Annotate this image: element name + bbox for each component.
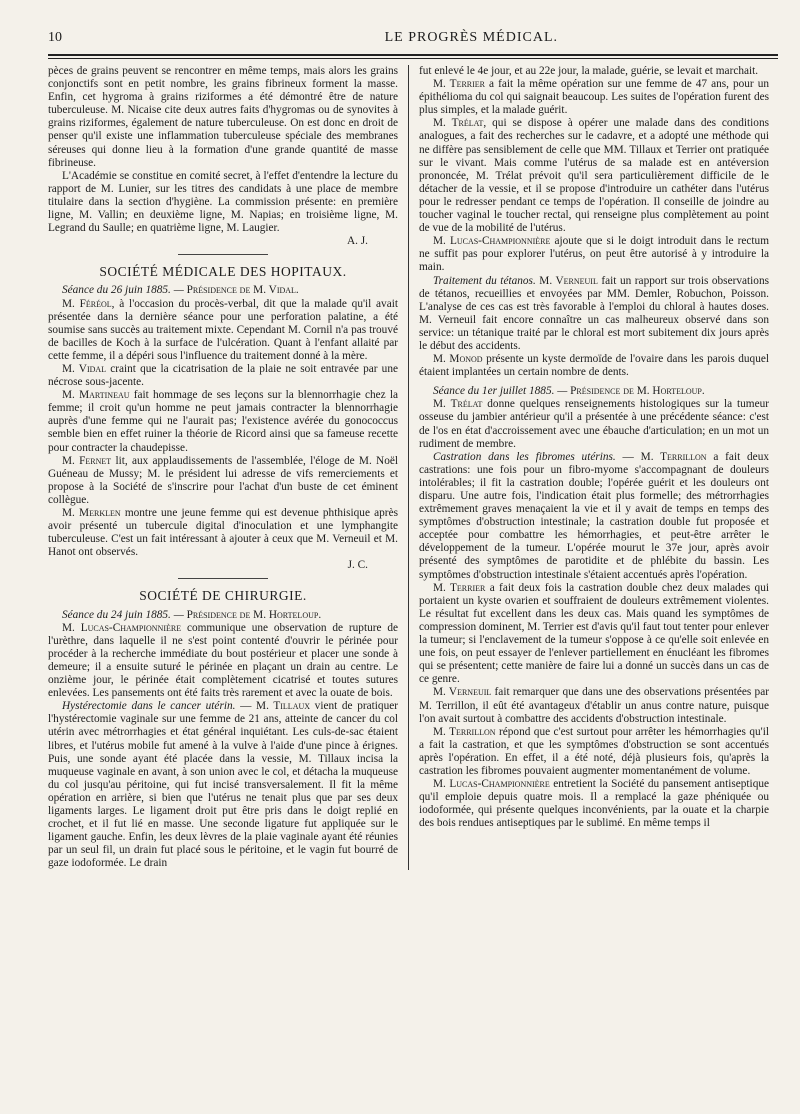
topic-title: Traitement du tétanos. [433, 274, 536, 287]
speaker-name: M. Terrier [433, 78, 486, 91]
paragraph [419, 726, 769, 778]
speaker-name: M. Merklen [62, 507, 121, 519]
seance-date: Séance du 24 juin 1885. — [62, 608, 184, 621]
speaker-name: M. Verneuil [433, 686, 492, 699]
speaker-name: M. Lucas-Championnière [62, 621, 182, 634]
paragraph-text: ajoute que si le doigt introduit dans le rectum ne suffit pas pour explorer l'utérus, on peut être autorisé à y introduire la main. [419, 235, 769, 274]
seance-line [48, 609, 398, 622]
speaker-name: M. Vidal [62, 362, 107, 375]
speaker-name: M. Trélat, [433, 117, 487, 130]
two-column-body [48, 65, 778, 870]
speaker-name: M. Lucas-Championnière [433, 235, 551, 248]
paragraph [419, 778, 769, 830]
paragraph [48, 507, 398, 559]
seance-line [419, 385, 769, 398]
speaker-name: M. Fernet [62, 454, 112, 467]
signature: A. J. [346, 235, 368, 248]
paragraph [48, 622, 398, 701]
paragraph: pèces de grains peuvent se rencontrer en même temps, mais alors les grains conjonctifs sont en petit nombre, les grains fibrineux forment la masse. Enfin, cet hygroma à grains riziformes a été démontré être de nature tuberculeuse. M. Nicaise cite deux autres faits d'hygromas ou de synovites à grains riziformes, également de nature tuberculeuse. On est donc en droit de penser qu'il existe une inflammation tuberculeuse spéciale des membranes séreuses qui donne lieu à la formation d'une grande quantité de masse fibrineuse. [48, 65, 398, 169]
speaker-name: M. Terrillon [433, 725, 496, 738]
paragraph [419, 582, 769, 687]
paragraph-text: a fait deux fois la castration double chez deux malades qui portaient un kyste ovarien et souffraient de douleurs extrêmement violentes. Le résultat fut excellent dans les deux cas. Mais quand les symptômes de compression dominent, M. Terrier est d'avis qu'il faut tout tenter pour enlever la tumeur; si l'enclavement de la tumeur s'oppose à ce qu'elle soit enlevée en une fois, on peut essayer de l'enlever partiellement en énucléant les fibromes qui se présentent; cette manière de faire lui a donné un succès dans un cas de ce genre. [419, 581, 769, 686]
speaker-name: M. Martineau [62, 389, 130, 402]
header-rule [48, 54, 778, 56]
speaker-name: M. Féréol, [62, 297, 115, 310]
topic-title: Castration dans les fibromes utérins. [433, 450, 616, 463]
paragraph [419, 451, 769, 582]
paragraph [419, 117, 769, 235]
paragraph: fut enlevé le 4e jour, et au 22e jour, la malade, guérie, se levait et marchait. [419, 65, 759, 77]
left-column [48, 65, 398, 870]
paragraph-text: communique une observation de rupture de l'urèthre, dans laquelle il ne s'est point contenté d'ouvrir le périnée pour procéder à la recherche immédiate du bout postérieur et placer une sonde à demeure; il a ensuite suturé le périnée en plaçant un drain au centre. Le onzième jour, le périnée était complètement cicatrisé et toutes sutures enlevées. Les pansements ont été faits très rarement et avec la ouate de bois. [48, 621, 398, 700]
speaker-name: — M. Tillaux [235, 700, 311, 713]
seance-date: Séance du 26 juin 1885. — [62, 284, 184, 297]
speaker-name: M. Lucas-Championnière [433, 778, 550, 791]
paragraph-text: lit, aux applaudissements de l'assemblée, l'éloge de M. Noël Guéneau de Mussy; M. le président lui adresse de vifs remerciements et propose à la Société de s'inscrire pour l'achat d'un buste de cet éminent collègue. [48, 454, 398, 506]
paragraph-text: qui se dispose à opérer une malade dans des conditions analogues, a fait des recherches sur le cadavre, et a adopté une méthode qui ne diffère pas sensiblement de celle que MM. Tillaux et Terrier ont pratiquée sur le vivant. Mais comme l'utérus de sa malade est en antéversion prononcée, M. Trélat prévoit qu'il sera particulièrement difficile de le détacher de la vessie, et il se propose d'introduire un cathéter dans l'utérus pour le redresser pendant ce temps de l'opération. Il conseille de joindre au toucher vaginal le toucher rectal, qui renseigne plus complètement au point de vue de la mobilité de l'utérus. [419, 117, 769, 235]
paragraph-text: a fait la même opération sur une femme de 47 ans, pour un épithélioma du col qui saignait beaucoup. Les suites de l'opération furent des plus simples, et la malade guérit. [419, 78, 769, 117]
paragraph-text: a fait deux castrations: une fois pour un fibro-myome s'accompagnant de douleurs intolérables; il fit la castration double; l'opérée guérit et les douleurs ont disparu. Une autre fois, l'indication était plus formelle; des métrorrhagies extrêmement graves menaçaient la vie et il y avait de temps en temps des symptômes d'obstruction intestinale; la castration double fut proposée et acceptée pour combattre les hémorrhagies, et peut-être arrêter le développement de la tumeur. L'opérée mourut le 37e jour, après avoir présenté des symptômes de parotidite et de phlébite du bassin. Les symptômes d'obstruction intestinale s'étaient accentués après l'opération. [419, 450, 769, 581]
speaker-name: M. Verneuil [535, 274, 598, 287]
speaker-name: M. Terrier [433, 581, 486, 594]
seance-date: Séance du 1er juillet 1885. — [433, 385, 568, 398]
signature: J. C. [347, 559, 368, 572]
paragraph [48, 700, 398, 870]
seance-presidence: Présidence de M. Horteloup. [570, 385, 705, 398]
speaker-name: M. Trélat [433, 398, 483, 411]
paragraph-text: répond que c'est surtout pour arrêter les hémorrhagies qu'il a fait la castration, et que les symptômes d'obstruction se sont accentués après l'opération. En effet, il a été noté, déjà plusieurs fois, qu'après la castration les fibromes pouvaient augmenter momentanément de volume. [419, 725, 769, 777]
paragraph [419, 275, 769, 354]
speaker-name: — M. Terrillon [615, 450, 707, 463]
paragraph [48, 363, 398, 389]
paragraph-text: fait remarquer que dans une des observations présentées par M. Terrillon, il eût été avantageux d'établir un anus contre nature, puisque l'on avait surtout à combattre des accidents d'obstruction intestinale. [419, 686, 769, 725]
page-number: 10 [48, 30, 62, 45]
paragraph-text: à l'occasion du procès-verbal, dit que la malade qu'il avait présentée dans la dernière séance pour une perforation palatine, a été soumise sans succès au traitement mixte. Cependant M. Cornil n'a pas trouvé de bacilles de Koch à la surface de l'ulcération. Quant à l'enfant allaité par cette femme, il a dépéri sous l'influence du traitement donné à la mère. [48, 297, 398, 362]
paragraph-text: fait un rapport sur trois observations de tétanos, recueillies et envoyées par MM. Demler, Robuchon, Poisson. L'analyse de ces cas est très favorable à l'emploi du chloral à hautes doses. M. Verneuil fait encore connaître un cas malheureux observé dans son service: un tétanique traité par le chloral est mort subitement dix jours après le début des accidents. [419, 274, 769, 352]
paragraph: L'Académie se constitue en comité secret, à l'effet d'entendre la lecture du rapport de M. Lunier, sur les titres des candidats à une place de membre titulaire dans la section d'hygiène. La commission présente: en première ligne, M. Vallin; en deuxième ligne, M. Napias; en troisième ligne, M. Legrand du Saulle; en quatrième ligne, M. Laugier. [48, 169, 398, 235]
separator [178, 254, 268, 255]
paragraph-text: donne quelques renseignements histologiques sur la tumeur osseuse du jambier antérieur qu'il a présentée à une précédente séance: c'est de l'os en état d'accroissement avec une ébauche d'articulation; en un mot un rudiment de membre. [419, 398, 770, 450]
paragraph-text: montre une jeune femme qui est devenue phthisique après avoir présenté un tubercule digital d'inoculation et une lymphangite tuberculeuse. C'est un fait intéressant à ajouter à ceux que M. Verneuil et M. Hanot ont observés. [48, 507, 398, 559]
paragraph [48, 298, 398, 363]
paragraph [419, 686, 769, 725]
separator [178, 578, 268, 579]
topic-title: Hystérectomie dans le cancer utérin. [62, 700, 236, 713]
page-header [48, 30, 778, 52]
paragraph-text: vient de pratiquer l'hystérectomie vaginale sur une femme de 21 ans, atteinte de cancer du col utérin avec métrorrhagies et état général inquiétant. Les culs-de-sac étaient libres, et l'utérus mobile fut amené à la vulve à l'aide d'une pince à érignes. Puis, une sonde ayant été placée dans la vessie, M. Tillaux incisa la muqueuse vaginale en avant, à son union avec le col, et détacha la muqueuse du col jusqu'au péritoine, qui fut incisé transversalement. Il fit la même opération en arrière, si bien que l'utérus ne tenait plus que par ses deux ligaments larges. Le ligament droit put être pris dans le doigt replié en crochet, et il fut lié en masse. Une seconde ligature fut appliquée sur le ligament gauche. Enfin, les deux lèvres de la plaie vaginale ayant été réunies par un seul fil, un drain fut placé sous le péritoine, et le vagin fut bourré de gaze iodoformée. Le drain [48, 700, 398, 870]
paragraph [419, 398, 769, 450]
paragraph [419, 353, 769, 379]
paragraph-text: entretient la Société du pansement antiseptique qu'il emploie depuis quatre mois. Il a remplacé la gaze phéniquée ou iodoformée, qui présente quelques inconvénients, par la ouate et la charpie des bois rendues antiseptiques par le sublimé. En même temps il [419, 778, 769, 830]
seance-presidence: Présidence de M. Horteloup. [186, 608, 322, 621]
seance-line [48, 284, 398, 297]
speaker-name: M. Monod [433, 353, 483, 366]
seance-presidence: Présidence de M. Vidal. [186, 284, 299, 297]
section-title: SOCIÉTÉ MÉDICALE DES HOPITAUX. [99, 264, 347, 280]
header-rule-thin [48, 58, 778, 59]
paragraph-text: craint que la cicatrisation de la plaie ne soit entravée par une nécrose sous-jacente. [48, 362, 398, 389]
section-title: SOCIÉTÉ DE CHIRURGIE. [139, 588, 307, 604]
paragraph [48, 389, 398, 454]
paragraph [419, 78, 769, 117]
paragraph [48, 455, 398, 507]
right-column [408, 65, 769, 870]
paragraph-text: présente un kyste dermoïde de l'ovaire dans les parois duquel étaient implantées un certain nombre de dents. [419, 353, 769, 379]
running-title: LE PROGRÈS MÉDICAL. [384, 30, 558, 45]
paragraph [419, 235, 769, 274]
paragraph-text: fait hommage de ses leçons sur la blennorrhagie chez la femme; il croit qu'un homme ne peut jamais contracter la blennorrhagie auprès d'une femme qui ne l'aurait pas; l'existence avérée du gonococcus semble bien en effet ruiner la théorie de Ricord ainsi que sa fameuse recette pour contracter la chaudepisse. [48, 389, 399, 454]
